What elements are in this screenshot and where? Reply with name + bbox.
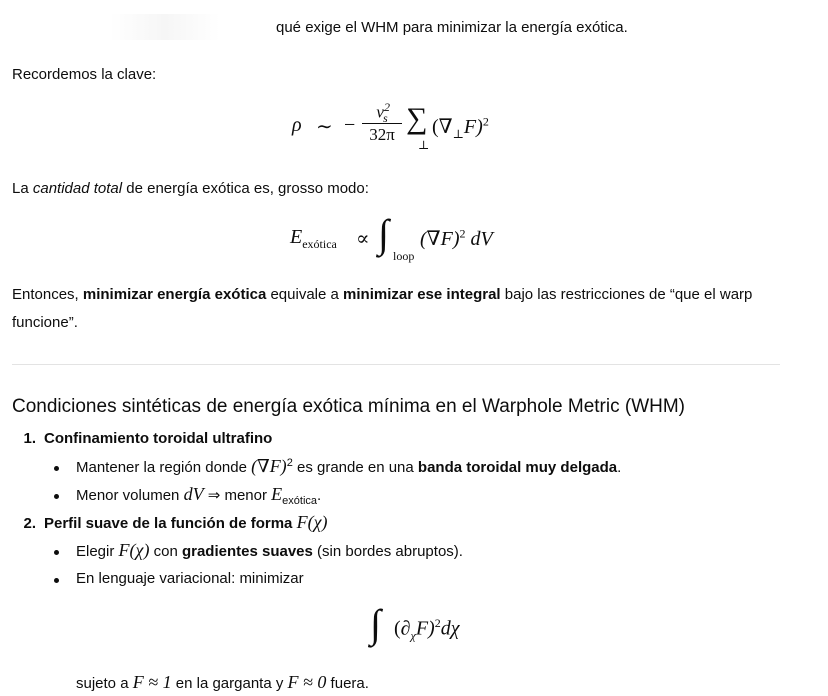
fraction-numerator: $v^2_s$ bbox=[376, 100, 390, 126]
sum-subscript: ⊥ bbox=[418, 138, 430, 152]
exotic-energy-integral bbox=[290, 211, 530, 268]
sum-symbol: ∑ bbox=[406, 102, 428, 135]
list-item-confinement: 1. Confinamiento toroidal ultrafino bbox=[23, 430, 273, 447]
energy-density-equation bbox=[292, 100, 512, 160]
bullet-icon bbox=[54, 494, 59, 499]
proportional-symbol: ∝ bbox=[356, 228, 370, 250]
faded-header-text bbox=[110, 14, 220, 40]
integral-symbol: ∫ bbox=[378, 211, 389, 256]
integral-symbol: ∫ bbox=[370, 601, 381, 646]
intro-line: qué exige el WHM para minimizar la energía exótica. bbox=[276, 19, 628, 36]
bullet-icon bbox=[54, 578, 59, 583]
variational-integral bbox=[370, 601, 490, 654]
sim-symbol: ∼ bbox=[316, 116, 333, 138]
integral-subscript: loop bbox=[393, 249, 415, 263]
energy-symbol: $E_{exótica}$ bbox=[290, 226, 337, 251]
integrand: $(\nabla F)^2$ dV bbox=[420, 226, 493, 250]
bullet-icon bbox=[54, 466, 59, 471]
recall-paragraph: Recordemos la clave: bbox=[12, 66, 157, 83]
bullet-smooth-gradients: Elegir F(χ) con gradientes suaves (sin bordes abruptos). bbox=[76, 540, 463, 560]
section-divider bbox=[12, 364, 780, 365]
list-item-smooth-profile: 2. Perfil suave de la función de forma F(χ) bbox=[23, 512, 328, 532]
bullet-toroidal-band: Mantener la región donde $(\nabla F)^2$ es grande en una banda toroidal muy delgada. bbox=[76, 456, 622, 476]
bullet-icon bbox=[54, 550, 59, 555]
rho-symbol: ρ bbox=[292, 114, 302, 136]
bullet-lower-volume: Menor volumen dV ⇒ menor $E_{exótica}$. bbox=[76, 484, 322, 507]
fraction bbox=[362, 100, 402, 145]
gradient-term: $(\nabla_\perp F)^2$ bbox=[432, 114, 489, 141]
bullet-variational: En lenguaje variacional: minimizar bbox=[76, 570, 304, 587]
section-heading: Condiciones sintéticas de energía exótica mínima en el Warphole Metric (WHM) bbox=[12, 396, 686, 417]
total-energy-paragraph: La cantidad total de energía exótica es, grosso modo: bbox=[12, 180, 369, 197]
boundary-conditions-text: sujeto a F ≈ 1 en la garganta y F ≈ 0 fuera. bbox=[76, 672, 369, 692]
conclusion-paragraph: Entonces, minimizar energía exótica equivale a minimizar ese integral bajo las restricciones de “que el warp funcione”. bbox=[12, 286, 753, 331]
fraction-denominator: 32π bbox=[369, 125, 395, 144]
minus-symbol: − bbox=[344, 114, 356, 136]
integrand: $(\partial_\chi F)^2d\chi$ bbox=[394, 616, 460, 643]
